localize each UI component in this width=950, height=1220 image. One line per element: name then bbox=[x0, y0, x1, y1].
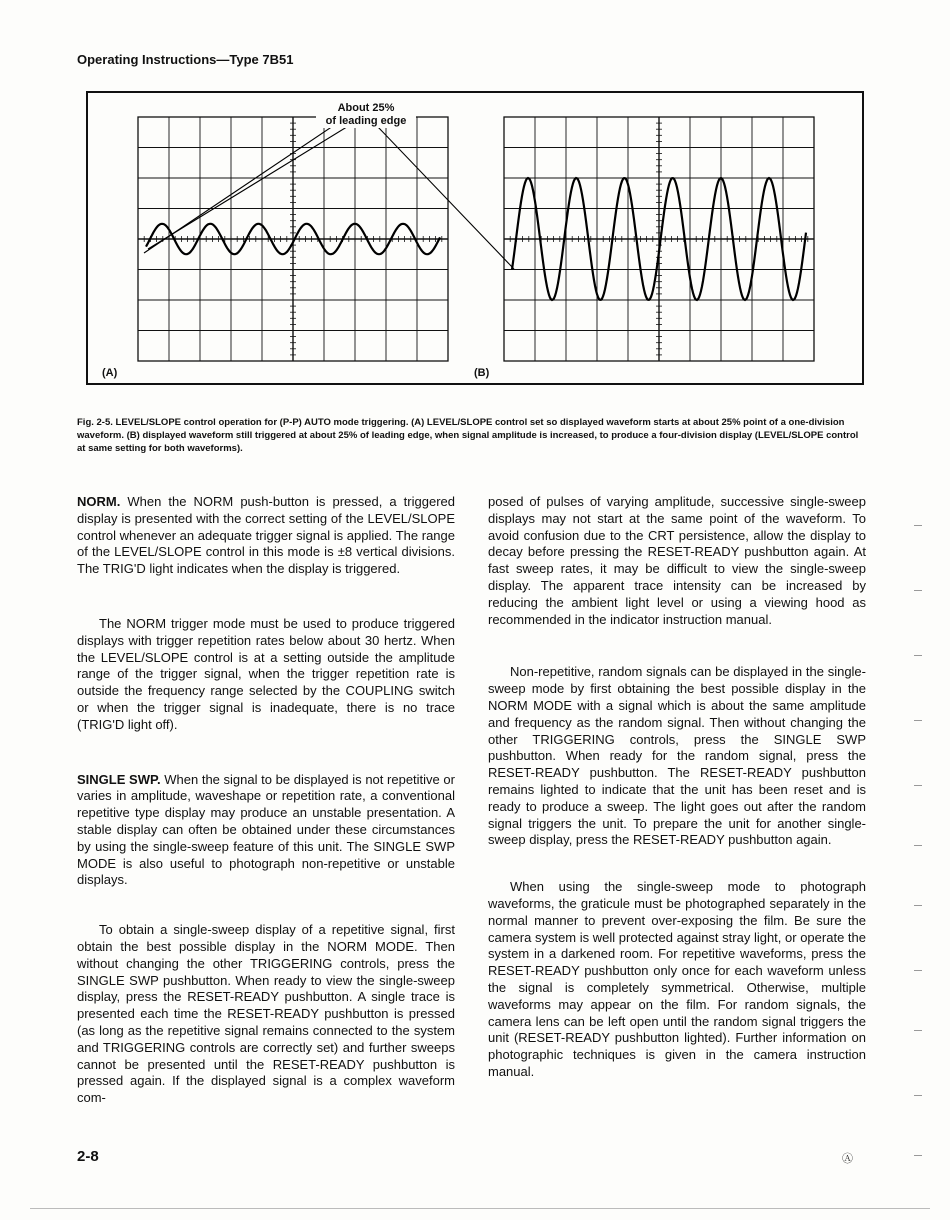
single-swp-text: When the signal to be displayed is not repetitive or varies in amplitude, waveshape or repetition rate, a conventional repetitive type display may produce an unstable presentation. A stable display can often be obtained under these circumstances by using the single-sweep feature of this unit. The SINGLE SWP MODE is also useful to photograph non-repetitive or unstable displays. bbox=[77, 771, 455, 888]
random-signals-paragraph: Non-repetitive, random signals can be displayed in the single-sweep mode by first obtaining the best possible display in the NORM MODE with a signal which is about the same amplitude and frequency as the random signal. Then without changing the other TRIGGERING controls, press the SINGLE SWP pushbutton. When ready for the random signal, press the RESET-READY pushbutton. The RESET-READY pushbutton remains lighted to indicate that the unit has been reset and is ready to produce a sweep. The light goes out after the random signal triggers the unit. To prepare the unit for another single-sweep display, press the RESET-READY pushbutton again. bbox=[488, 664, 866, 848]
margin-tick bbox=[914, 785, 922, 786]
norm-paragraph bbox=[77, 494, 455, 578]
revision-mark: Ⓐ bbox=[842, 1153, 853, 1165]
figure-annotation bbox=[316, 102, 416, 128]
margin-tick bbox=[914, 525, 922, 526]
figure-2-5 bbox=[86, 91, 864, 385]
left-column bbox=[77, 494, 455, 1107]
annotation-leader-line bbox=[144, 126, 333, 253]
annotation-leader-line bbox=[378, 127, 514, 269]
norm-heading: NORM. bbox=[77, 494, 121, 509]
margin-tick bbox=[914, 905, 922, 906]
norm-trigger-paragraph: The NORM trigger mode must be used to produce triggered displays with trigger repetition rates below about 30 hertz. When the LEVEL/SLOPE control is at a setting outside the amplitude range of the trigger signal, when the trigger repetition rate is outside the frequency range selected by the COUPLING switch or when the trigger signal is inadequate, there is no trace (TRIG'D light off). bbox=[77, 615, 455, 732]
norm-text: When the NORM push-button is pressed, a triggered display is presented with the correct setting of the LEVEL/SLOPE control whenever an adequate trigger signal is applied. The range of the LEVEL/SLOPE control in this mode is ±8 vertical divisions. The TRIG'D light indicates when the display is triggered. bbox=[77, 494, 455, 577]
panel-a-label: (A) bbox=[102, 367, 118, 379]
page-number: 2-8 bbox=[77, 1148, 99, 1165]
single-sweep-display-paragraph: To obtain a single-sweep display of a repetitive signal, first obtain the best possible display in the NORM MODE. Then without changing the other TRIGGERING controls, press the SINGLE SWP pushbutton. When ready to view the single-sweep display, press the RESET-READY pushbutton. A single trace is presented each time the RESET-READY pushbutton is pressed (as long as the repetitive signal remains connected to the system and TRIGGERING controls are correctly set) and further sweeps cannot be presented until the RESET-READY pushbutton is pressed again. If the displayed signal is a complex waveform com- bbox=[77, 922, 455, 1106]
margin-tick bbox=[914, 845, 922, 846]
single-swp-heading: SINGLE SWP. bbox=[77, 771, 161, 787]
margin-tick bbox=[914, 1030, 922, 1031]
figure-caption: Fig. 2-5. LEVEL/SLOPE control operation for (P-P) AUTO mode triggering. (A) LEVEL/SLOPE control set so displayed waveform starts at about 25% point of a one-division waveform. (B) displayed waveform still triggered at about 25% of leading edge, when signal amplitude is increased, to produce a four-division display (LEVEL/SLOPE control at same setting for both waveforms). bbox=[77, 417, 859, 454]
margin-tick bbox=[914, 1155, 922, 1156]
annotation-line-2: of leading edge bbox=[325, 115, 407, 127]
oscilloscope-graticules bbox=[88, 93, 866, 387]
panel-b-label: (B) bbox=[474, 367, 490, 379]
margin-tick bbox=[914, 590, 922, 591]
margin-tick bbox=[914, 720, 922, 721]
continuation-paragraph: posed of pulses of varying amplitude, successive single-sweep displays may not start at the same point of the waveform. To avoid confusion due to the CRT persistence, allow the display to decay before pressing the RESET-READY pushbutton again. At fast sweep rates, it may be difficult to view the single-sweep display. The apparent trace intensity can be increased by reducing the ambient light level or using a viewing hood as recommended in the indicator instruction manual. bbox=[488, 494, 866, 627]
photograph-paragraph: When using the single-sweep mode to photograph waveforms, the graticule must be photographed separately in the normal manner to prevent over-exposing the film. Be sure the camera system is well protected against stray light, or operate the system in a darkened room. For repetitive waveforms, press the RESET-READY pushbutton only once for each waveform unless the signal is completely symmetrical. Otherwise, multiple waveforms may appear on the film. For random signals, the camera lens can be left open until the random signal triggers the unit (RESET-READY pushbutton lighted). Further information on photographic techniques is given in the camera instruction manual. bbox=[488, 879, 866, 1079]
page-header: Operating Instructions—Type 7B51 bbox=[77, 52, 294, 67]
margin-tick bbox=[914, 1095, 922, 1096]
bottom-rule bbox=[30, 1208, 930, 1209]
margin-tick bbox=[914, 970, 922, 971]
single-swp-paragraph bbox=[77, 772, 455, 890]
margin-tick bbox=[914, 655, 922, 656]
right-column bbox=[488, 494, 866, 1081]
annotation-line-1: About 25% bbox=[337, 102, 395, 114]
